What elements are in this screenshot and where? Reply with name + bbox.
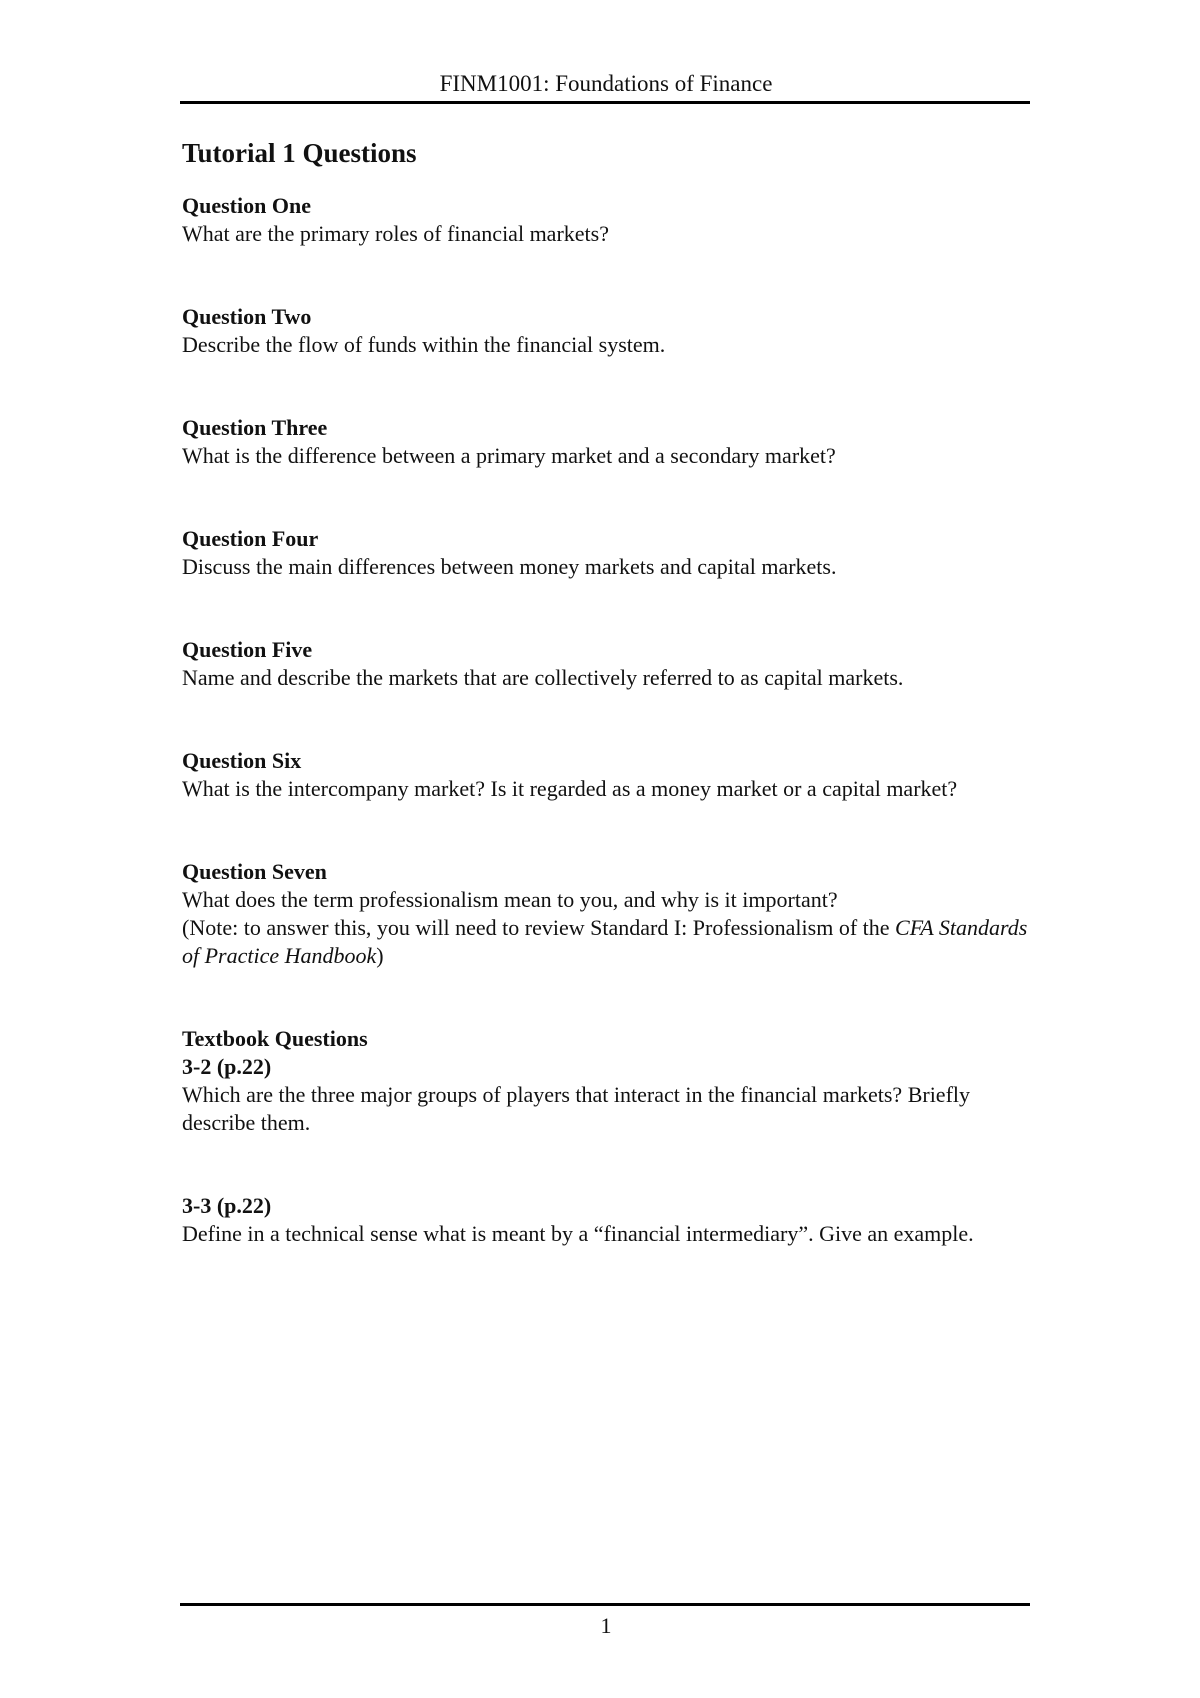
question-one	[182, 192, 1028, 248]
header-rule	[180, 101, 1030, 104]
textbook-question-3-3	[182, 1192, 1028, 1248]
question-text: Discuss the main differences between money markets and capital markets.	[182, 554, 837, 579]
question-text: What does the term professionalism mean to you, and why is it important?	[182, 887, 838, 912]
question-text: What is the difference between a primary market and a secondary market?	[182, 443, 836, 468]
note-prefix: (Note: to answer this, you will need to review Standard I: Professionalism of the	[182, 915, 896, 940]
question-heading: Question Three	[182, 415, 328, 440]
question-heading: Question Two	[182, 304, 312, 329]
textbook-questions-heading: Textbook Questions	[182, 1026, 368, 1051]
question-text: What is the intercompany market? Is it regarded as a money market or a capital market?	[182, 776, 958, 801]
page-number: 1	[600, 1613, 612, 1638]
textbook-question-3-2	[182, 1025, 1028, 1137]
question-seven	[182, 858, 1028, 970]
question-text: Describe the flow of funds within the financial system.	[182, 332, 666, 357]
question-six	[182, 747, 1028, 803]
question-heading: Question Seven	[182, 859, 327, 884]
note-suffix: )	[376, 943, 384, 968]
question-text: What are the primary roles of financial markets?	[182, 221, 609, 246]
footer-rule	[180, 1603, 1030, 1606]
question-heading: Question Five	[182, 637, 313, 662]
question-three	[182, 414, 1028, 470]
question-heading: Question Four	[182, 526, 319, 551]
question-five	[182, 636, 1028, 692]
document-body	[182, 136, 1028, 1303]
question-four	[182, 525, 1028, 581]
running-header: FINM1001: Foundations of Finance	[439, 71, 773, 96]
question-heading: Question Six	[182, 748, 302, 773]
page-title: Tutorial 1 Questions	[182, 138, 417, 168]
question-two	[182, 303, 1028, 359]
question-text: Name and describe the markets that are collectively referred to as capital markets.	[182, 665, 904, 690]
question-note	[182, 914, 1028, 970]
question-heading: Question One	[182, 193, 311, 218]
handbook-title: CFA Standards of Practice Handbook	[182, 915, 1028, 968]
textbook-question-ref: 3-3 (p.22)	[182, 1193, 272, 1218]
textbook-question-text: Which are the three major groups of players that interact in the financial markets? Briefly describe them.	[182, 1082, 971, 1135]
textbook-question-text: Define in a technical sense what is meant by a “financial intermediary”. Give an example.	[182, 1221, 974, 1246]
textbook-question-ref: 3-2 (p.22)	[182, 1054, 272, 1079]
